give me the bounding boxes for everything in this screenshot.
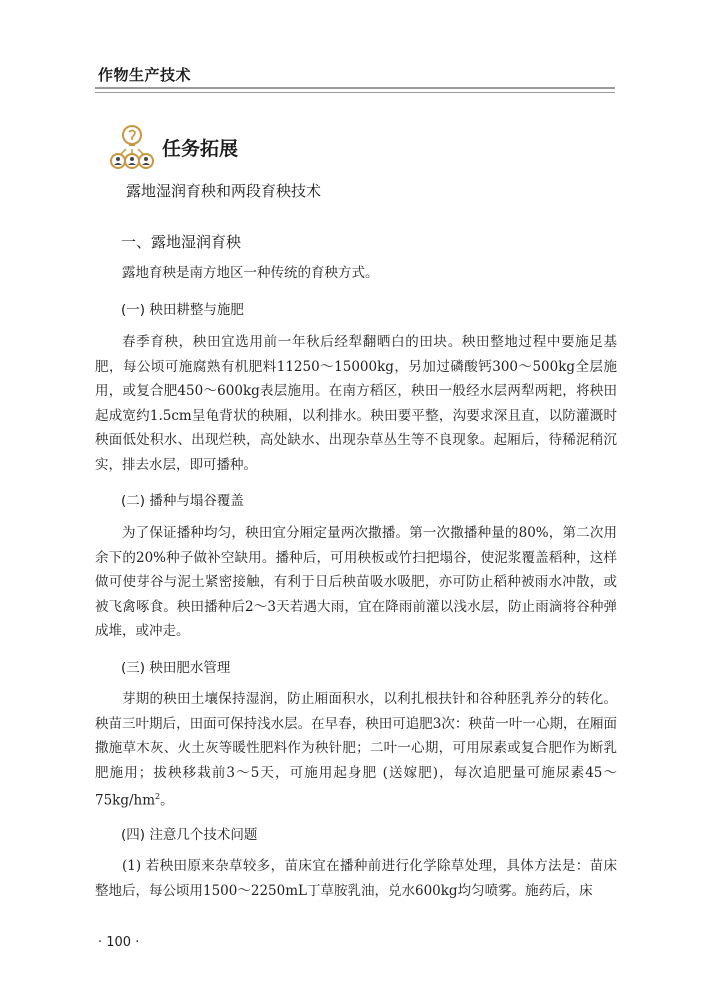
subsection-3-text-end: 。 — [160, 792, 174, 809]
unit-superscript: 2 — [155, 792, 161, 801]
subsection-4-text: (1) 若秧田原来杂草较多，苗床宜在播种前进行化学除草处理，具体方法是：苗床整地后，每公顷用1500～2250mL丁草胺乳油，兑水600kg均匀喷雾。施药后，床 — [95, 858, 617, 899]
header-rule-thick — [95, 87, 615, 89]
section-1-intro: 露地育秧是南方地区一种传统的育秧方式。 — [122, 265, 379, 281]
running-header-title: 作物生产技术 — [98, 66, 192, 84]
subsection-heading-1: (一) 秧田耕整与施肥 — [121, 302, 244, 318]
header-rule-thin — [95, 92, 615, 93]
lightbulb-team-icon — [108, 123, 156, 171]
page-number: · 100 · — [98, 935, 140, 950]
subsection-heading-2: (二) 播种与塌谷覆盖 — [121, 493, 244, 509]
banner-title: 任务拓展 — [162, 137, 239, 160]
subsection-heading-4: (四) 注意几个技术问题 — [121, 827, 258, 843]
subsection-heading-3: (三) 秧田肥水管理 — [121, 660, 231, 676]
subsection-3-text — [95, 687, 617, 813]
topic-subtitle: 露地湿润育秧和两段育秧技术 — [126, 182, 322, 200]
subsection-3-text-main: 芽期的秧田土壤保持湿润，防止厢面积水，以利扎根扶针和谷种胚乳养分的转化。秧苗三叶期后，田面可保持浅水层。在早春，秧田可追肥3次：秧苗一叶一心期，在厢面撒施草木灰、火土灰等暖性肥料作为秧针肥；二叶一心期，可用尿素或复合肥作为断乳肥施用；拔秧移栽前3～5天，可施用起身肥 (送嫁肥)，每次追肥量可施尿素45～75kg/hm — [95, 691, 617, 809]
task-extension-banner — [108, 122, 308, 172]
subsection-1-text: 春季育秧，秧田宜选用前一年秋后经犁翻晒白的田块。秧田整地过程中要施足基肥，每公顷可施腐熟有机肥料11250～15000kg，另加过磷酸钙300～500kg全层施用，或复合肥450～600kg表层施用。在南方稻区，秧田一般经水层两犁两耙，将秧田起成宽约1.5cm呈龟背状的秧厢，以利排水。秧田要平整，沟要求深且直，以防灌溉时秧面低处积水、出现烂秧，高处缺水、出现杂草丛生等不良现象。起厢后，待稀泥稍沉实，排去水层，即可播种。 — [95, 334, 617, 473]
section-heading-1: 一、露地湿润育秧 — [121, 233, 242, 251]
subsection-2-text: 为了保证播种均匀，秧田宜分厢定量两次撒播。第一次撒播种量的80%，第二次用余下的20%种子做补空缺用。播种后，可用秧板或竹扫把塌谷，使泥浆覆盖稻种，这样做可使芽谷与泥土紧密接触，有利于日后秧苗吸水吸肥，亦可防止稻种被雨水冲散，或被飞禽啄食。秧田播种后2～3天若遇大雨，宜在降雨前灌以浅水层，防止雨滴将谷种弹成堆，或冲走。 — [95, 525, 617, 639]
